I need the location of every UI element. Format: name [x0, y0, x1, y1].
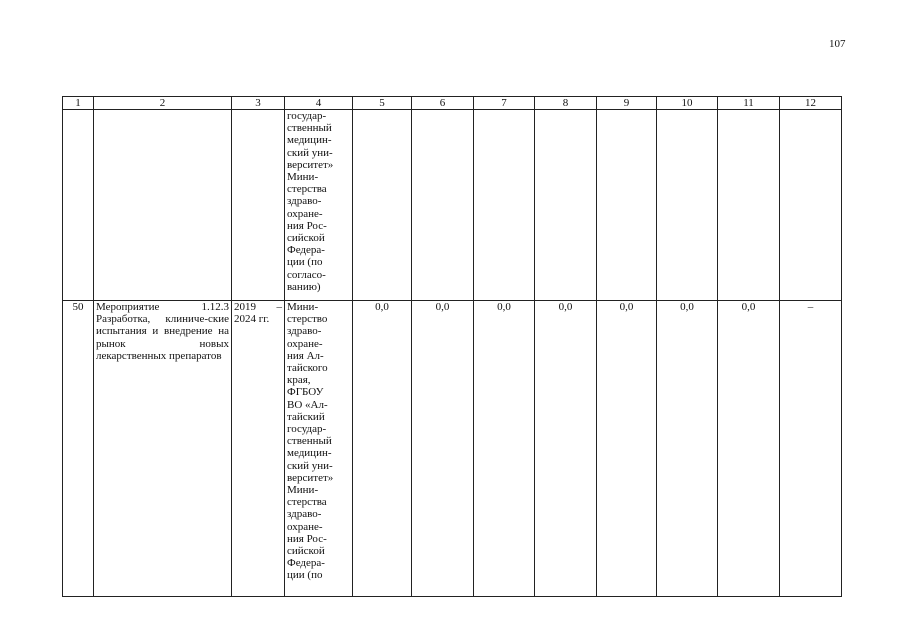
- cell-number: 50: [63, 301, 94, 597]
- table-row-50: [63, 301, 842, 597]
- cell-value: [718, 110, 780, 301]
- cell-value: [657, 110, 718, 301]
- column-header: 6: [412, 97, 474, 110]
- column-header: 2: [94, 97, 232, 110]
- cell-value: [412, 110, 474, 301]
- cell-value: 0,0: [718, 301, 780, 597]
- cell-executor: Мини- стерство здраво- охране- ния Ал- тайского края, ФГБОУ ВО «Ал- тайский государ- ственный медицин- ский уни- верситет» Мини- стерства здраво- охране- ния Рос- сийской Федера- ции (по: [285, 301, 353, 597]
- cell-value: [597, 110, 657, 301]
- column-header: 12: [780, 97, 842, 110]
- cell-activity: Мероприятие 1.12.3 Разработка, клиниче-ские испытания и внедрение на рынок новых лекарственных препаратов: [94, 301, 232, 597]
- cell-col12: –: [780, 301, 842, 597]
- column-header: 7: [474, 97, 535, 110]
- page-number: 107: [829, 38, 846, 50]
- column-header: 5: [353, 97, 412, 110]
- cell-value: 0,0: [353, 301, 412, 597]
- cell-period: [232, 110, 285, 301]
- cell-value: [474, 110, 535, 301]
- program-activities-table: [62, 96, 842, 597]
- cell-value: 0,0: [597, 301, 657, 597]
- cell-value: 0,0: [474, 301, 535, 597]
- cell-value: 0,0: [657, 301, 718, 597]
- column-header: 1: [63, 97, 94, 110]
- cell-value: [535, 110, 597, 301]
- cell-value: [353, 110, 412, 301]
- cell-number: [63, 110, 94, 301]
- cell-value: 0,0: [412, 301, 474, 597]
- column-header: 11: [718, 97, 780, 110]
- column-header: 8: [535, 97, 597, 110]
- column-header: 3: [232, 97, 285, 110]
- column-header: 10: [657, 97, 718, 110]
- cell-executor: государ- ственный медицин- ский уни- верситет» Мини- стерства здраво- охране- ния Рос- сийской Федера- ции (по согласо- ванию): [285, 110, 353, 301]
- cell-activity: [94, 110, 232, 301]
- cell-value: 0,0: [535, 301, 597, 597]
- table-row-continuation: [63, 110, 842, 301]
- column-header: 4: [285, 97, 353, 110]
- cell-period: 2019 – 2024 гг.: [232, 301, 285, 597]
- header-row: [63, 97, 842, 110]
- column-header: 9: [597, 97, 657, 110]
- cell-col12: [780, 110, 842, 301]
